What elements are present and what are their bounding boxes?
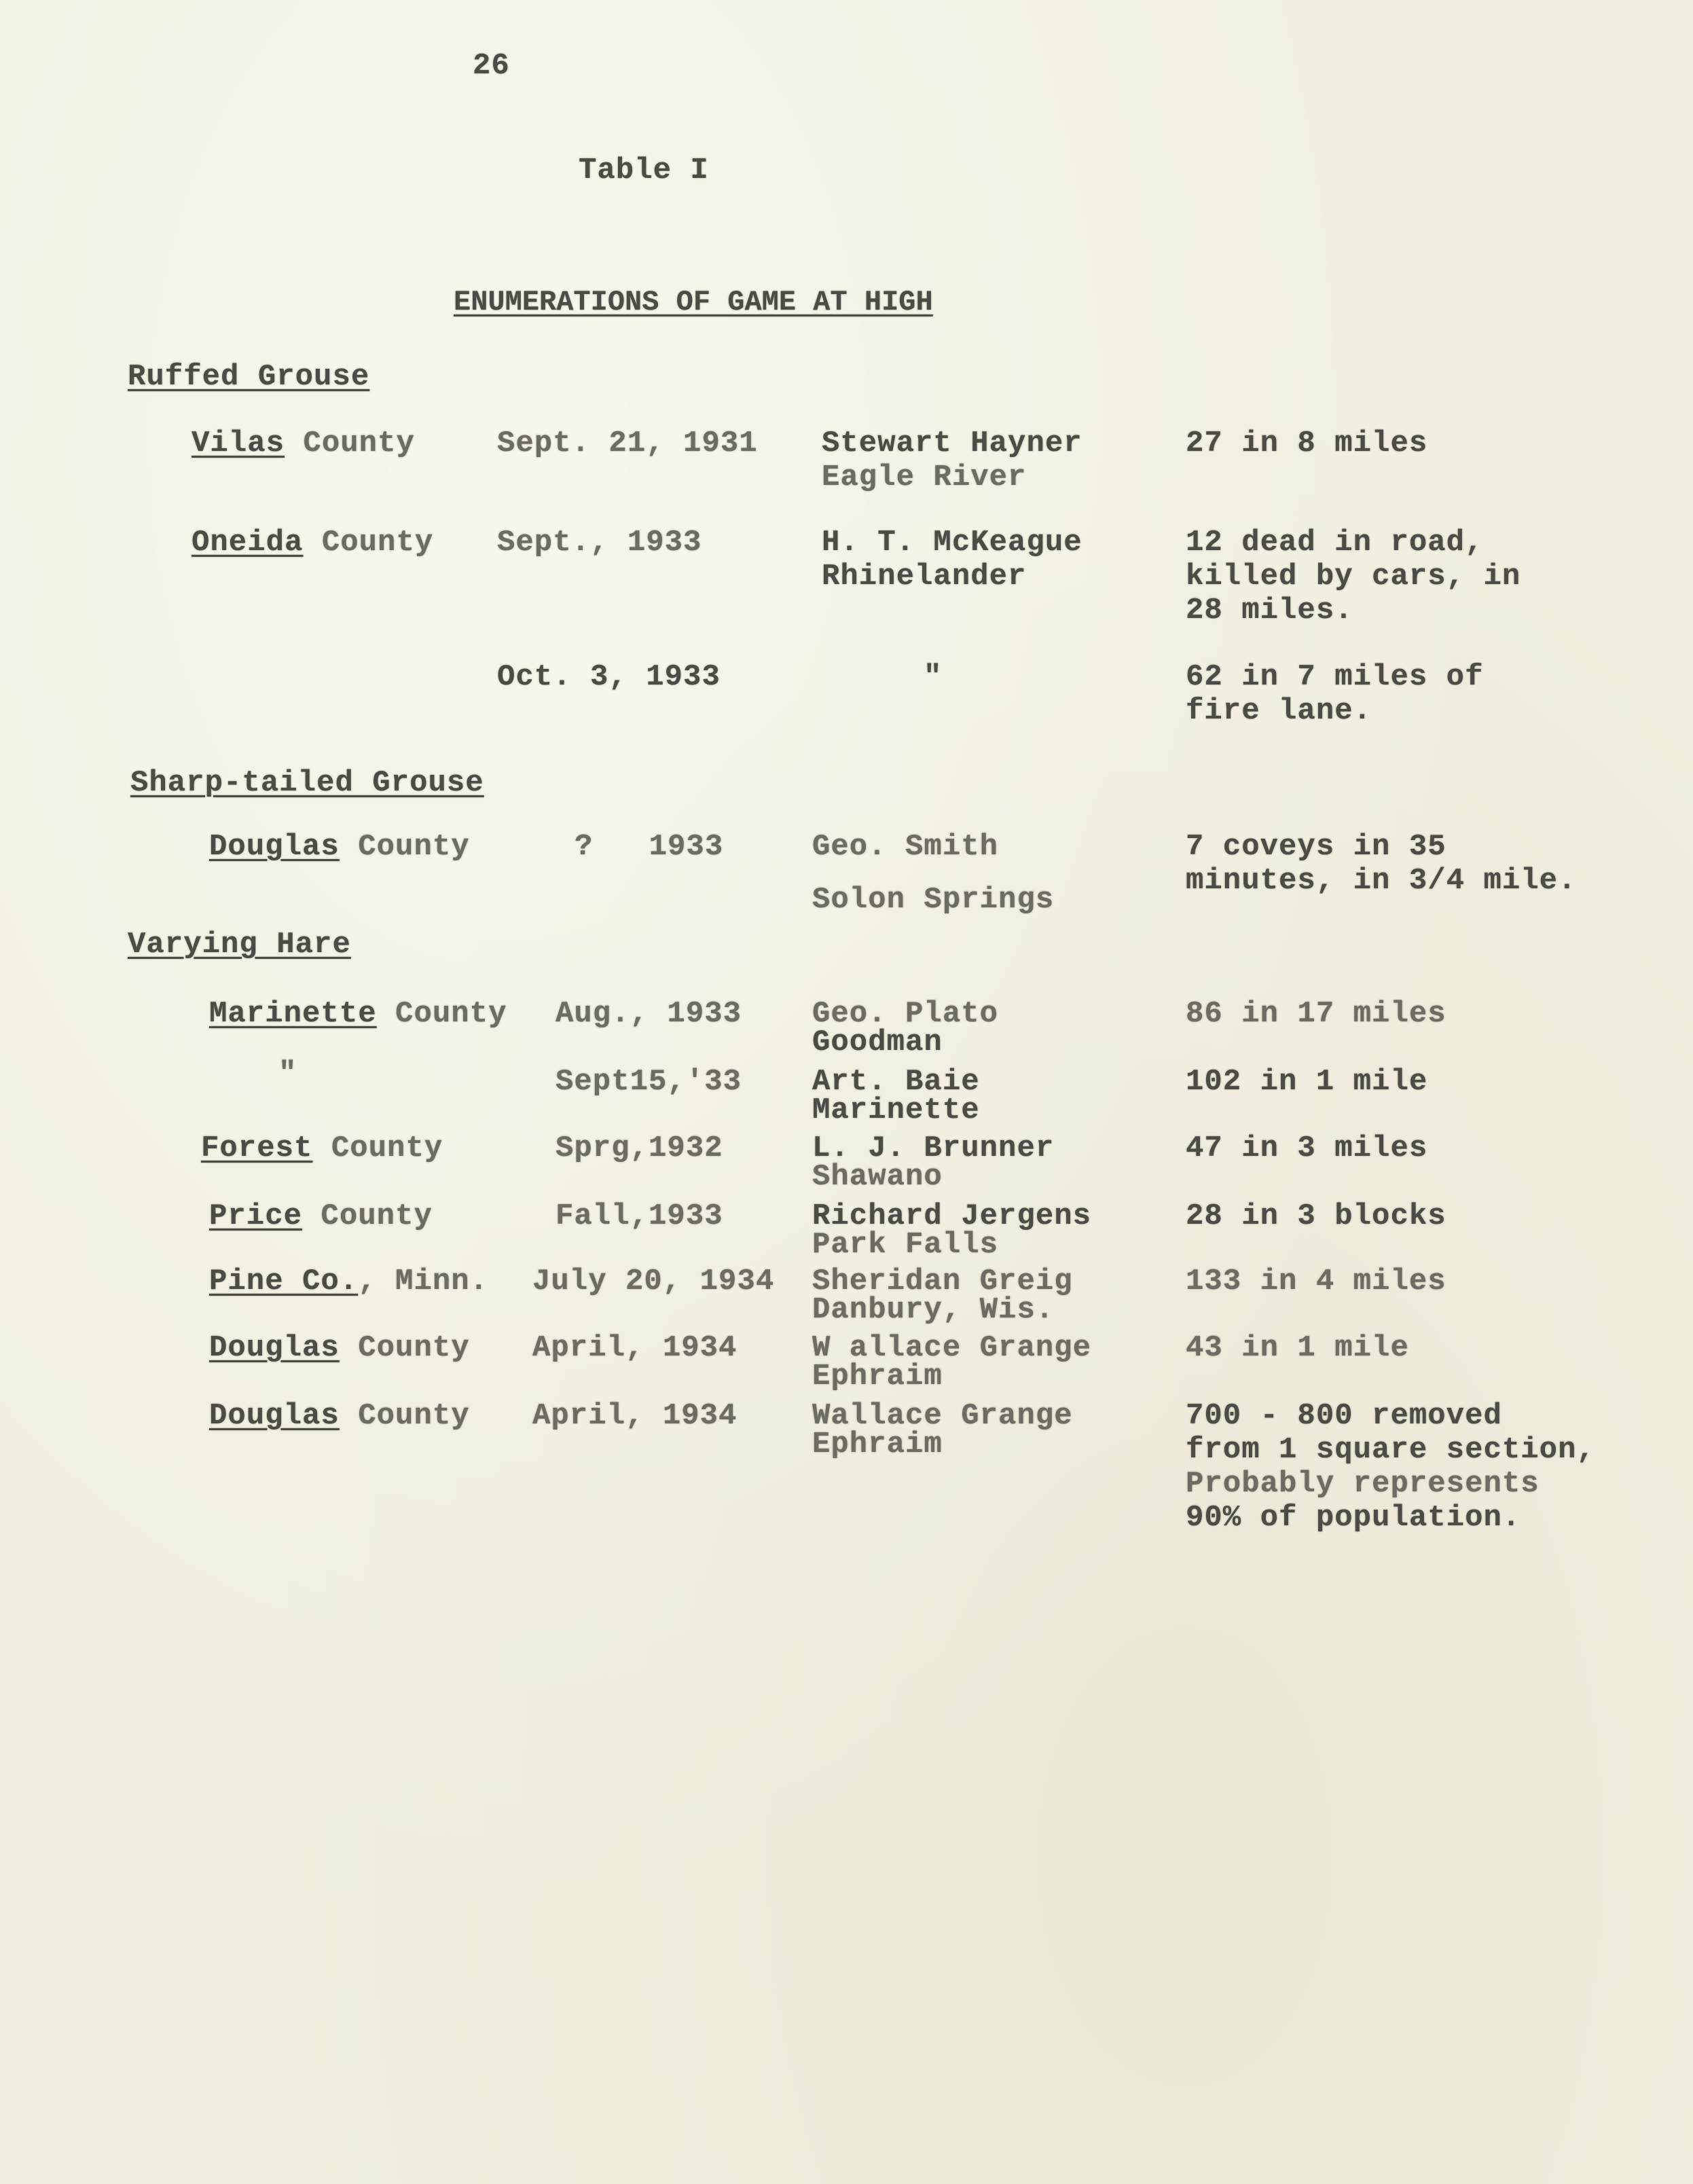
observer-name: W allace Grange — [812, 1331, 1092, 1365]
observer-name: Stewart Hayner — [822, 426, 1082, 460]
observer-name: Richard Jergens — [812, 1199, 1092, 1233]
count-line: 700 - 800 removed — [1186, 1399, 1502, 1433]
county-suffix: County — [312, 1131, 443, 1165]
observer-location: Park Falls — [812, 1228, 999, 1262]
county-suffix: County — [339, 1399, 470, 1433]
county-name: Marinette — [209, 997, 377, 1031]
county-name: Oneida — [192, 526, 304, 560]
count-line: 102 in 1 mile — [1186, 1065, 1428, 1099]
observer-location: Ephraim — [812, 1360, 943, 1394]
count-line: minutes, in 3/4 mile. — [1186, 864, 1577, 898]
observer-cell — [924, 660, 942, 694]
ditto-mark: " — [924, 660, 943, 694]
page-number: 26 — [473, 49, 510, 83]
count-cell — [1186, 1199, 1446, 1233]
count-line: fire lane. — [1186, 694, 1372, 728]
observer-cell — [812, 830, 1054, 917]
observer-cell — [812, 1399, 1073, 1461]
place-cell — [209, 1399, 470, 1433]
place-cell — [209, 997, 507, 1031]
observer-cell — [812, 1331, 1091, 1394]
observer-name: Geo. Smith — [812, 830, 999, 864]
date-cell: Aug., 1933 — [556, 997, 742, 1031]
count-line: 28 in 3 blocks — [1186, 1199, 1446, 1233]
count-line: from 1 square section, — [1186, 1433, 1595, 1467]
county-name: Douglas — [209, 1331, 340, 1365]
ditto-mark: " — [278, 1057, 297, 1091]
place-cell — [192, 526, 433, 560]
place-cell — [278, 1057, 297, 1091]
county-suffix: , Minn. — [358, 1264, 489, 1298]
count-cell — [1186, 997, 1446, 1031]
date-cell: Fall,1933 — [556, 1199, 723, 1233]
date-cell: Sept15,'33 — [556, 1065, 742, 1099]
county-name: Forest — [201, 1131, 313, 1165]
observer-name: L. J. Brunner — [812, 1131, 1055, 1165]
date-cell: Sept., 1933 — [497, 526, 702, 560]
county-name: Vilas — [192, 426, 285, 460]
place-cell — [192, 426, 415, 460]
count-line: 62 in 7 miles of — [1186, 660, 1484, 694]
county-suffix: County — [339, 830, 470, 864]
count-cell — [1186, 1399, 1595, 1535]
observer-name: Art. Baie — [812, 1065, 980, 1099]
observer-cell — [812, 1199, 1091, 1262]
place-cell — [209, 1199, 433, 1233]
observer-location: Shawano — [812, 1160, 943, 1194]
count-line: 27 in 8 miles — [1186, 426, 1428, 460]
observer-cell — [812, 997, 998, 1059]
count-cell — [1186, 660, 1483, 728]
observer-cell — [812, 1065, 980, 1127]
county-suffix: County — [376, 997, 507, 1031]
observer-location: Rhinelander — [822, 560, 1027, 594]
county-suffix: County — [285, 426, 415, 460]
date-cell: July 20, 1934 — [532, 1264, 775, 1298]
observer-location: Goodman — [812, 1025, 943, 1059]
observer-location: Eagle River — [822, 460, 1027, 494]
section-heading-ruffed-grouse: Ruffed Grouse — [128, 360, 370, 394]
section-heading-sharp-tailed-grouse: Sharp-tailed Grouse — [130, 766, 484, 800]
count-cell — [1186, 1264, 1446, 1298]
count-line: 43 in 1 mile — [1186, 1331, 1409, 1365]
observer-name: Geo. Plato — [812, 997, 999, 1031]
table-title: ENUMERATIONS OF GAME AT HIGH — [454, 286, 933, 318]
county-suffix: County — [302, 1199, 433, 1233]
table-label: Table I — [579, 153, 709, 187]
count-line: Probably represents — [1186, 1467, 1540, 1501]
county-name: Douglas — [209, 1399, 340, 1433]
observer-location: Solon Springs — [812, 883, 1055, 917]
observer-location: Ephraim — [812, 1427, 943, 1461]
date-cell: Sprg,1932 — [556, 1131, 723, 1165]
date-cell: ? 1933 — [575, 830, 724, 864]
date-cell: April, 1934 — [532, 1399, 738, 1433]
observer-cell — [812, 1264, 1073, 1327]
count-line: 12 dead in road, — [1186, 526, 1484, 560]
count-line: 47 in 3 miles — [1186, 1131, 1428, 1165]
count-line: 86 in 17 miles — [1186, 997, 1446, 1031]
county-suffix: County — [303, 526, 434, 560]
count-cell — [1186, 426, 1427, 460]
observer-location: Danbury, Wis. — [812, 1293, 1055, 1327]
county-suffix: County — [339, 1331, 470, 1365]
date-cell: Oct. 3, 1933 — [497, 660, 721, 694]
county-name: Price — [209, 1199, 303, 1233]
observer-location: Marinette — [812, 1093, 980, 1127]
date-cell: Sept. 21, 1931 — [497, 426, 758, 460]
place-cell — [201, 1131, 443, 1165]
place-cell — [209, 830, 470, 864]
count-cell — [1186, 1131, 1427, 1165]
count-line: 7 coveys in 35 — [1186, 830, 1446, 864]
observer-name: H. T. McKeague — [822, 526, 1082, 560]
section-heading-varying-hare: Varying Hare — [128, 928, 351, 962]
count-cell — [1186, 830, 1577, 898]
observer-name: Wallace Grange — [812, 1399, 1073, 1433]
count-line: 133 in 4 miles — [1186, 1264, 1446, 1298]
count-cell — [1186, 526, 1521, 627]
county-name: Pine Co. — [209, 1264, 359, 1298]
count-line: 90% of population. — [1186, 1501, 1521, 1535]
place-cell — [209, 1331, 470, 1365]
observer-name: Sheridan Greig — [812, 1264, 1073, 1298]
observer-cell — [812, 1131, 1054, 1194]
count-line: killed by cars, in — [1186, 560, 1521, 594]
county-name: Douglas — [209, 830, 340, 864]
date-cell: April, 1934 — [532, 1331, 738, 1365]
observer-cell — [822, 426, 1082, 494]
count-line: 28 miles. — [1186, 594, 1353, 627]
count-cell — [1186, 1065, 1427, 1099]
count-cell — [1186, 1331, 1409, 1365]
place-cell — [209, 1264, 488, 1298]
observer-cell — [822, 526, 1082, 594]
